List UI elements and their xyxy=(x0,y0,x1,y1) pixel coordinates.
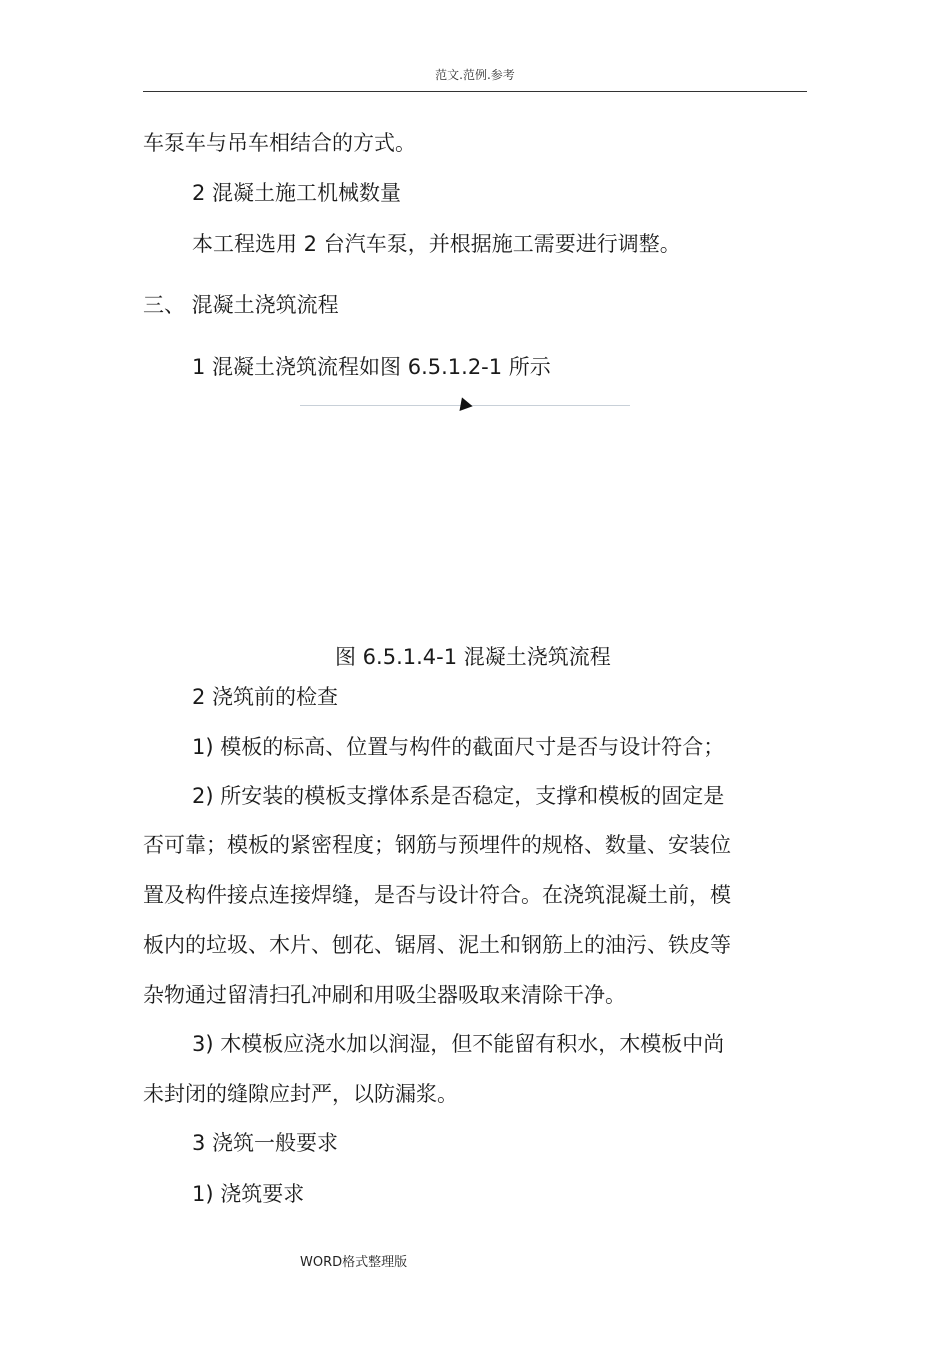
text-line: 3) 木模板应浇水加以润湿，但不能留有积水，木模板中尚 xyxy=(192,1032,725,1056)
chapter-heading: 三、 混凝土浇筑流程 xyxy=(143,293,339,317)
section-heading: 1 混凝土浇筑流程如图 6.5.1.2-1 所示 xyxy=(192,355,551,379)
text-line: 未封闭的缝隙应封严，以防漏浆。 xyxy=(143,1082,458,1106)
figure-caption: 图 6.5.1.4-1 混凝土浇筑流程 xyxy=(335,645,611,669)
section-heading: 2 混凝土施工机械数量 xyxy=(192,181,402,205)
text-line: 杂物通过留清扫孔冲刷和用吸尘器吸取来清除干净。 xyxy=(143,983,626,1007)
text-line: 1) 浇筑要求 xyxy=(192,1182,305,1206)
section-heading: 2 浇筑前的检查 xyxy=(192,685,339,709)
text-line: 1) 模板的标高、位置与构件的截面尺寸是否与设计符合； xyxy=(192,735,725,759)
header-divider xyxy=(143,91,807,92)
page-header: 范文.范例.参考 xyxy=(435,68,515,82)
section-heading: 3 浇筑一般要求 xyxy=(192,1131,339,1155)
text-line: 否可靠；模板的紧密程度；钢筋与预埋件的规格、数量、安装位 xyxy=(143,833,731,857)
page-footer: WORD格式整理版 xyxy=(300,1255,408,1270)
text-line: 车泵车与吊车相结合的方式。 xyxy=(143,131,416,155)
text-line: 置及构件接点连接焊缝，是否与设计符合。在浇筑混凝土前，模 xyxy=(143,883,731,907)
text-line: 本工程选用 2 台汽车泵，并根据施工需要进行调整。 xyxy=(192,232,681,256)
arrow-icon xyxy=(455,395,472,411)
text-line: 2) 所安装的模板支撑体系是否稳定，支撑和模板的固定是 xyxy=(192,784,725,808)
text-line: 板内的垃圾、木片、刨花、锯屑、泥土和钢筋上的油污、铁皮等 xyxy=(143,933,731,957)
